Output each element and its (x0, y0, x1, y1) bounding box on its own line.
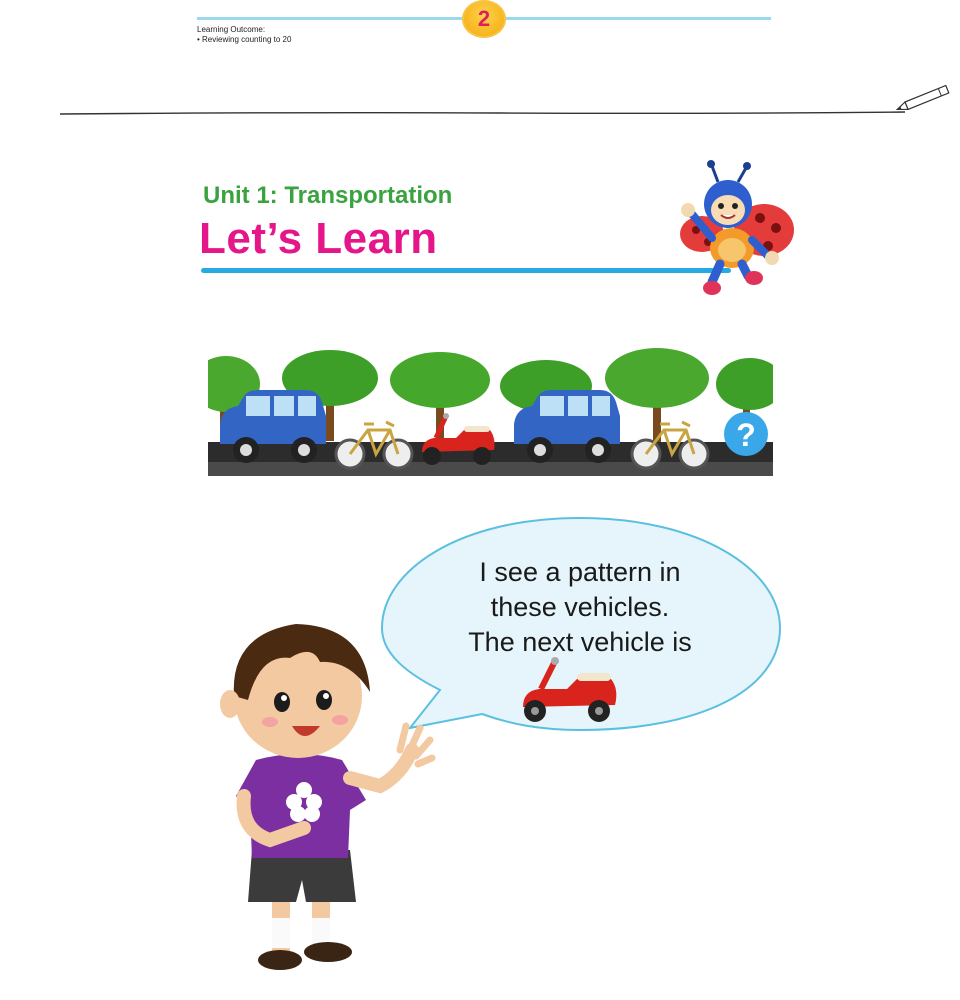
boy-character-icon (200, 600, 460, 990)
lesson-title: Let’s Learn (199, 214, 438, 263)
learning-outcome-item: • Reviewing counting to 20 (197, 35, 292, 44)
page-number-badge: 2 (462, 0, 506, 38)
svg-text:?: ? (736, 417, 756, 453)
speech-line: The next vehicle is (468, 627, 692, 657)
divider-with-pencil (0, 0, 960, 140)
learning-outcome-heading: Learning Outcome: (197, 25, 266, 34)
scooter-icon (515, 655, 620, 723)
pencil-icon (896, 86, 949, 114)
title-underline (201, 268, 731, 273)
question-mark-badge (724, 412, 768, 456)
ladybug-mascot-icon (668, 158, 804, 304)
speech-line: these vehicles. (490, 592, 670, 622)
speech-line: I see a pattern in (479, 557, 681, 587)
unit-title: Unit 1: Transportation (203, 182, 453, 209)
vehicle-pattern-scene (208, 346, 773, 476)
